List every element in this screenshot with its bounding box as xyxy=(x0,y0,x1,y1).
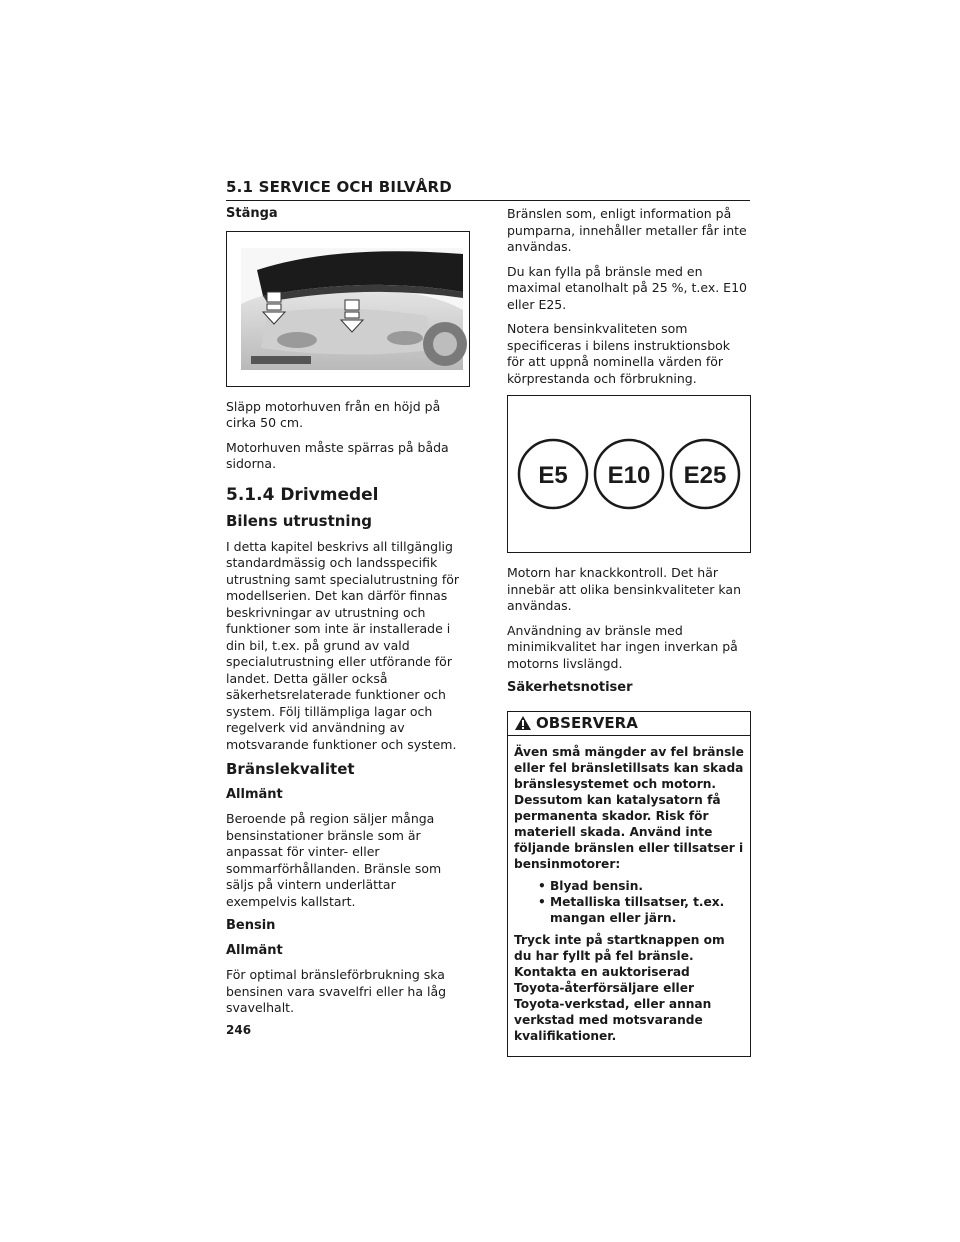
drop-hood-text: Släpp motorhuven från en höjd på cirka 50 cm. xyxy=(226,398,441,430)
warning-list xyxy=(514,878,744,926)
warning-title xyxy=(508,712,750,737)
petrol-heading: Bensin xyxy=(226,918,276,933)
car-hood-closing-illustration xyxy=(227,232,469,386)
car-hood-figure xyxy=(226,231,470,387)
warning-outro: Tryck inte på startknappen om du har fyllt på fel bränsle. Kontakta en auktoriserad Toyota-återförsäljare eller Toyota-verkstad, eller annan verkstad med motsvarande kvalifikationer. xyxy=(514,933,725,1043)
general-heading: Allmänt xyxy=(226,786,283,802)
equipment-text: I detta kapitel beskrivs all tillgänglig standardmässig och landsspecifik utrustning samt specialutrustning för modellserien. Det kan därför finnas beskrivningar av utrustning och funktioner som inte är installerade i din bil, t.ex. på grund av vald specialutrustning eller utförande för landet. Detta gäller också säkerhetsrelaterade funktioner och system. Följ tillämpliga lagar och regelverk vid användning av motsvarande funktioner och system. xyxy=(226,538,460,752)
chapter-title: 5.1.4 Drivmedel xyxy=(226,484,379,505)
petrol-text: För optimal bränsleförbrukning ska bensinen vara svavelfri eller ha låg svavelhalt. xyxy=(226,967,447,1015)
right-column xyxy=(507,206,751,1057)
warning-intro: Även små mängder av fel bränsle eller fel bränsletillsats kan skada bränslesystemet och motorn. Dessutom kan katalysatorn få permanenta skador. Risk för materiell skada. Använd inte följande bränslen eller tillsatser i bensinmotorer: xyxy=(514,745,744,871)
warning-body xyxy=(508,744,750,1044)
general-heading: Allmänt xyxy=(226,942,283,958)
metals-text: Bränslen som, enligt information på pumparna, innehåller metaller får inte användas. xyxy=(507,206,747,254)
warning-box xyxy=(507,711,751,1058)
warning-list-item: • Blyad bensin. xyxy=(542,878,744,894)
warning-triangle-icon xyxy=(514,715,532,731)
fuel-quality-heading: Bränslekvalitet xyxy=(226,760,355,778)
fuel-label-e25: E25 xyxy=(683,462,727,489)
fuel-label-e10: E10 xyxy=(607,462,651,489)
warning-title-text: OBSERVERA xyxy=(536,713,638,732)
equipment-heading: Bilens utrustning xyxy=(226,512,372,530)
knock-control-text: Motorn har knackkontroll. Det här innebär att olika bensinkvaliteter kan användas. xyxy=(507,565,741,613)
fuel-labels-graphic xyxy=(508,396,750,552)
close-heading: Stänga xyxy=(226,206,278,221)
warning-list-item: • Metalliska tillsatser, t.ex. mangan eller järn. xyxy=(542,894,744,926)
safety-heading: Säkerhetsnotiser xyxy=(507,680,633,695)
lock-hood-text: Motorhuven måste spärras på båda sidorna. xyxy=(226,439,449,471)
fuel-label-e5: E5 xyxy=(538,462,568,489)
min-quality-text: Användning av bränsle med minimikvalitet har ingen inverkan på motorns livslängd. xyxy=(507,622,738,671)
seasonal-fuel-text: Beroende på region säljer många bensinstationer bränsle som är anpassat för vinter- eller sommarförhållanden. Bränsle som säljs på vintern underlättar exempelvis kallstart. xyxy=(226,811,442,909)
page-number: 246 xyxy=(226,1023,252,1037)
ethanol-text: Du kan fylla på bränsle med en maximal etanolhalt på 25 %, t.ex. E10 eller E25. xyxy=(507,263,747,312)
quality-note-text: Notera bensinkvaliteten som specificeras i bilens instruktionsbok för att uppnå nominella värden för körprestanda och förbrukning. xyxy=(507,321,731,386)
section-header: 5.1 SERVICE OCH BILVÅRD xyxy=(226,178,750,201)
fuel-labels-figure xyxy=(507,395,751,553)
left-column xyxy=(226,206,470,1025)
